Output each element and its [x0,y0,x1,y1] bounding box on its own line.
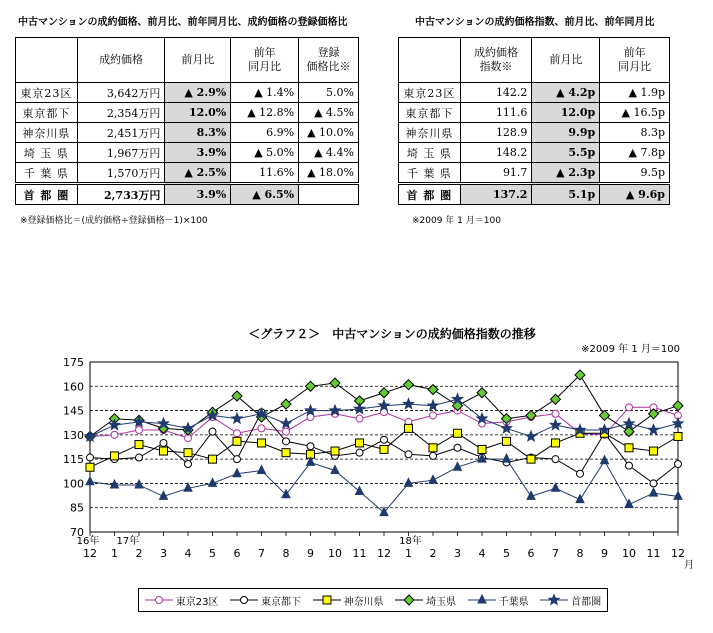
price-cell: 1,967万円 [77,143,165,163]
x-tick-label: 5 [503,547,510,560]
series-point-5 [354,404,364,414]
legend-swatch [468,594,496,606]
right-header-2: 前月比 [532,38,600,83]
x-tick-label: 12 [83,547,97,560]
year-label: 16年 [76,536,100,547]
series-point-4 [233,469,241,477]
price-cell: 2,733万円 [77,184,165,205]
series-point-4 [650,488,658,496]
left-table-note: ※登録価格比＝(成約価格÷登録価格－1)×100 [20,216,208,226]
series-point-4 [86,477,94,485]
index-cell: 91.7 [460,163,532,184]
series-point-2 [282,449,290,457]
x-tick-label: 12 [671,547,685,560]
legend-label: 東京都下 [261,596,302,608]
left-table-title: 中古マンションの成約価格、前月比、前年同月比、成約価格の登録価格比 [18,17,348,28]
series-point-4 [503,454,511,462]
legend-label: 東京23区 [175,596,219,608]
series-point-1 [160,439,167,446]
series-point-2 [209,455,217,463]
y-tick-label: 115 [63,453,84,467]
x-tick-label: 5 [209,547,216,560]
series-point-1 [626,462,633,469]
legend-label: 神奈川県 [343,596,384,608]
series-point-0 [111,431,118,438]
series-point-5 [403,399,413,409]
series-point-3 [404,380,414,390]
x-tick-label: 3 [454,547,461,560]
series-point-4 [601,456,609,464]
x-tick-label: 11 [352,547,367,560]
series-point-1 [430,452,437,459]
y-tick-label: 160 [63,380,84,394]
right-header-1: 成約価格 指数※ [460,38,532,83]
series-point-1 [283,438,290,445]
series-point-0 [430,412,437,419]
x-tick-label: 4 [478,547,486,560]
series-point-4 [111,480,119,488]
x-tick-label: 10 [328,547,342,560]
left-header-3: 前年 同月比 [231,38,299,83]
index-cell: 111.6 [460,103,532,123]
legend-item [468,593,529,608]
yoy-cell: ▲ 1.9p [600,83,670,103]
legend-label: 千葉県 [498,596,529,608]
series-point-2 [429,444,437,452]
year-label: 17年 [116,536,140,547]
mom-cell: 9.9p [532,123,600,143]
series-point-2 [625,444,633,452]
yoy-cell: 6.9% [231,123,299,143]
series-point-2 [552,439,560,447]
series-point-3 [281,399,291,409]
series-point-2 [184,449,192,457]
x-tick-label: 2 [135,547,143,560]
price-cell: 2,451万円 [77,123,165,143]
series-point-0 [258,425,265,432]
price-cell: 3,642万円 [77,83,165,103]
series-point-0 [234,430,241,437]
series-point-4 [135,480,143,488]
series-point-5 [526,431,536,441]
area-name: 埼 玉 県 [399,143,461,163]
series-point-2 [111,452,119,460]
yoy-cell: ▲ 1.4% [231,83,299,103]
area-name: 東京都下 [16,103,78,123]
x-tick-label: 11 [646,547,661,560]
series-point-1 [136,454,143,461]
index-cell: 142.2 [460,83,532,103]
y-tick-label: 175 [63,356,84,369]
mom-cell: 3.9% [165,143,231,163]
mom-cell: 5.5p [532,143,600,163]
series-line-4 [90,459,678,512]
legend-swatch [395,594,423,606]
price-cell: 1,570万円 [77,163,165,184]
left-header-4: 登録 価格比※ [299,38,359,83]
area-name: 東京23区 [399,83,461,103]
legend-item [145,593,219,608]
x-tick-label: 7 [552,547,559,560]
x-tick-label: 1 [111,547,118,560]
series-point-5 [428,400,438,410]
ratio-cell: 5.0% [299,83,359,103]
index-cell: 137.2 [460,184,532,205]
right-table-note: ※2009 年 1 月＝100 [412,216,501,226]
legend-item [395,593,456,608]
year-label: 18年 [399,536,422,547]
series-point-4 [674,491,682,499]
series-point-5 [501,423,511,433]
series-point-5 [232,413,242,423]
series-point-1 [209,428,216,435]
yoy-cell: ▲ 9.6p [600,184,670,205]
series-point-2 [527,455,535,463]
legend-swatch [313,594,341,606]
x-tick-label: 4 [184,547,192,560]
area-name: 神奈川県 [399,123,461,143]
legend-label: 首都圏 [571,596,602,608]
mom-cell: 8.3% [165,123,231,143]
ratio-cell: ▲ 18.0% [299,163,359,184]
series-point-0 [552,410,559,417]
x-unit-label: 月 [684,560,694,571]
y-tick-label: 70 [70,526,84,539]
series-point-2 [405,424,413,432]
x-tick-label: 8 [576,547,584,560]
area-name: 首 都 圏 [16,184,78,205]
series-point-1 [405,451,412,458]
mom-cell: ▲ 2.5% [165,163,231,184]
legend-marker [323,596,331,604]
series-point-0 [626,404,633,411]
right-table-title: 中古マンションの成約価格指数、前月比、前年同月比 [415,17,655,28]
yoy-cell: ▲ 6.5% [231,184,299,205]
legend-marker [155,597,162,604]
series-point-1 [307,443,314,450]
area-name: 東京23区 [16,83,78,103]
area-name: 神奈川県 [16,123,78,143]
series-point-2 [380,445,388,453]
right-header-3: 前年 同月比 [600,38,670,83]
series-point-2 [135,441,143,449]
series-point-0 [356,415,363,422]
index-cell: 148.2 [460,143,532,163]
series-point-3 [306,381,316,391]
series-point-3 [673,401,683,411]
y-tick-label: 85 [70,501,84,515]
area-name: 千 葉 県 [399,163,461,184]
series-point-0 [136,427,143,434]
area-name: 首 都 圏 [399,184,461,205]
legend-marker [549,595,559,605]
legend-marker [478,595,486,603]
mom-cell: ▲ 2.3p [532,163,600,184]
area-name: 千 葉 県 [16,163,78,184]
series-point-3 [379,388,389,398]
mom-cell: ▲ 2.9% [165,83,231,103]
series-point-5 [281,418,291,428]
area-name: 東京都下 [399,103,461,123]
y-tick-label: 130 [63,428,84,442]
series-point-5 [648,425,658,435]
series-point-1 [356,449,363,456]
series-point-1 [185,461,192,468]
series-point-1 [454,444,461,451]
series-point-4 [356,487,364,495]
series-point-1 [234,456,241,463]
chart-title: ＜グラフ２＞ 中古マンションの成約価格指数の推移 [248,327,536,341]
ratio-cell: ▲ 10.0% [299,123,359,143]
series-point-1 [87,454,94,461]
mom-cell: 12.0p [532,103,600,123]
series-point-2 [650,447,658,455]
series-point-2 [674,432,682,440]
legend-label: 埼玉県 [426,596,457,608]
series-point-3 [600,410,610,420]
series-point-0 [283,428,290,435]
series-point-4 [552,483,560,491]
legend-swatch [145,594,173,606]
yoy-cell: 11.6% [231,163,299,184]
yoy-cell: ▲ 16.5p [600,103,670,123]
legend-item [313,593,384,608]
index-cell: 128.9 [460,123,532,143]
left-header-1: 成約価格 [77,38,165,83]
legend-swatch [540,594,568,606]
series-point-2 [86,463,94,471]
yoy-cell: ▲ 5.0% [231,143,299,163]
legend-item [230,593,301,608]
mom-cell: 12.0% [165,103,231,123]
chart-note: ※2009 年 1 月＝100 [581,344,680,355]
series-point-1 [675,461,682,468]
x-tick-label: 2 [429,547,437,560]
y-tick-label: 145 [63,404,84,418]
x-tick-label: 8 [282,547,290,560]
series-point-2 [503,437,511,445]
x-tick-label: 10 [622,547,636,560]
y-tick-label: 100 [63,477,84,491]
area-name: 埼 玉 県 [16,143,78,163]
legend-marker [241,597,248,604]
yoy-cell: ▲ 12.8% [231,103,299,123]
series-point-4 [258,465,266,473]
series-point-5 [550,420,560,430]
x-tick-label: 6 [527,547,535,560]
yoy-cell: 9.5p [600,163,670,184]
x-tick-label: 3 [160,547,167,560]
series-point-2 [258,439,266,447]
chart-legend [138,588,608,612]
ratio-cell: ▲ 4.4% [299,143,359,163]
series-point-4 [405,478,413,486]
mom-cell: ▲ 4.2p [532,83,600,103]
series-point-2 [331,447,339,455]
x-tick-label: 12 [377,547,391,560]
left-header-2: 前月比 [165,38,231,83]
series-point-1 [552,456,559,463]
price-cell: 2,354万円 [77,103,165,123]
series-point-2 [356,439,364,447]
series-point-1 [381,436,388,443]
mom-cell: 3.9% [165,184,231,205]
series-point-1 [650,480,657,487]
x-tick-label: 9 [307,547,314,560]
ratio-cell: ▲ 4.5% [299,103,359,123]
legend-item [540,593,601,608]
series-point-2 [233,437,241,445]
x-tick-label: 6 [233,547,241,560]
series-point-2 [454,429,462,437]
series-point-1 [577,470,584,477]
series-point-2 [478,445,486,453]
x-tick-label: 1 [405,547,412,560]
series-point-2 [160,447,168,455]
yoy-cell: 8.3p [600,123,670,143]
x-tick-label: 9 [601,547,608,560]
x-tick-label: 7 [258,547,265,560]
yoy-cell: ▲ 7.8p [600,143,670,163]
legend-marker [404,595,414,605]
mom-cell: 5.1p [532,184,600,205]
legend-swatch [230,594,258,606]
